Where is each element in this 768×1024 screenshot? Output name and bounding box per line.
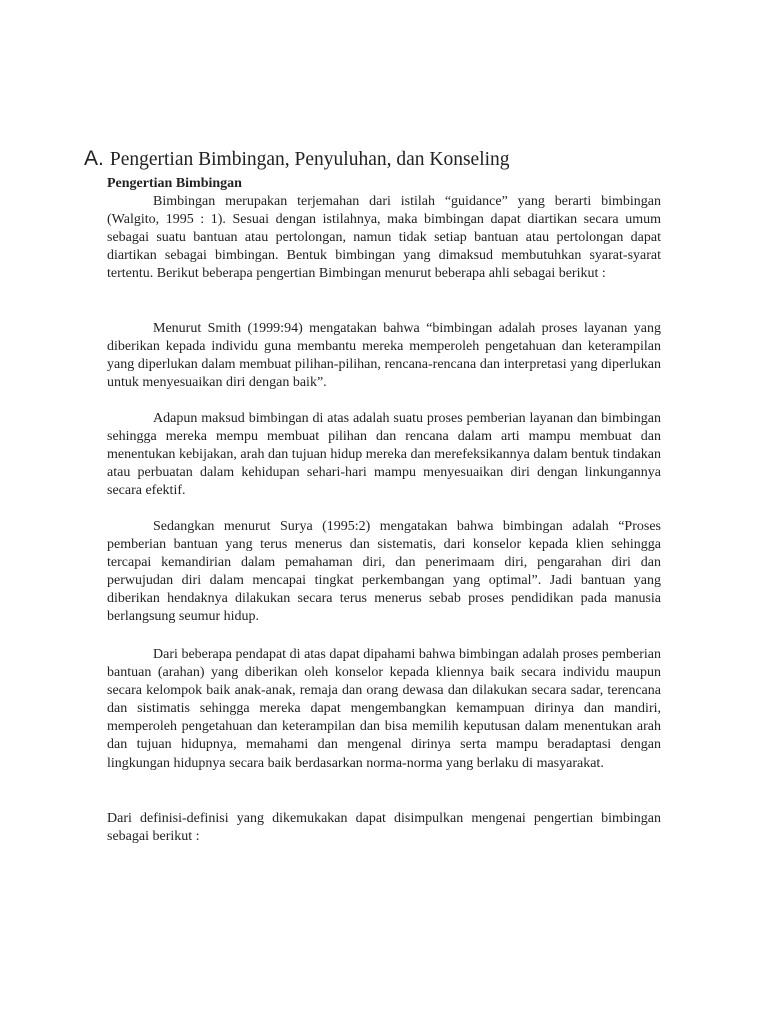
heading-marker: A. xyxy=(84,147,104,170)
paragraph-1: Bimbingan merupakan terjemahan dari istilah “guidance” yang berarti bimbingan (Walgito, 1995 : 1). Sesuai dengan istilahnya, maka bimbingan dapat diartikan secara umum sebagai suatu bantuan atau pertolongan, namun tidak setiap bantuan atau pertolongan dapat diartikan sebagai bimbingan. Bentuk bimbingan yang dimaksud membutuhkan syarat-syarat tertentu. Berikut beberapa pengertian Bimbingan menurut beberapa ahli sebagai berikut : xyxy=(107,194,661,282)
paragraph-3: Adapun maksud bimbingan di atas adalah suatu proses pemberian layanan dan bimbingan sehingga mereka mempu membuat pilihan dan rencana dalam arti mampu membuat dan menentukan kebijakan, arah dan tujuan hidup mereka dan merefeksikannya dalam bentuk tindakan atau perbuatan dalam kehidupan sehari-hari mampu menyesuaikan diri dengan linkungannya secara efektif. xyxy=(107,411,661,499)
paragraph-5: Dari beberapa pendapat di atas dapat dipahami bahwa bimbingan adalah proses pemberian bantuan (arahan) yang diberikan oleh konselor kepada kliennya baik secara individu maupun secara kelompok baik anak-anak, remaja dan orang dewasa dan dilakukan secara sadar, terencana dan sistimatis sehingga mereka dapat mengembangkan kemampuan dirinya dan mandiri, memperoleh pengetahuan dan keterampilan dan bisa memilih keputusan dalam menentukan arah dan tujuan hidupnya, memahami dan mengenal dirinya serta mampu beradaptasi dengan lingkungan hidupnya secara baik berdasarkan norma-norma yang berlaku di masyarakat. xyxy=(107,647,661,771)
heading-title: Pengertian Bimbingan, Penyuluhan, dan Konseling xyxy=(109,149,510,170)
paragraph-6: Dari definisi-definisi yang dikemukakan dapat disimpulkan mengenai pengertian bimbingan sebagai berikut : xyxy=(107,811,661,845)
section-heading xyxy=(84,146,704,173)
paragraph-2: Menurut Smith (1999:94) mengatakan bahwa “bimbingan adalah proses layanan yang diberikan kepada individu guna membantu mereka memperoleh pengetahuan dan keterampilan yang diperlukan dalam membuat pilihan-pilihan, rencana-rencana dan interpretasi yang diperlukan untuk menyesuaikan diri dengan baik”. xyxy=(107,321,661,391)
paragraph-4: Sedangkan menurut Surya (1995:2) mengatakan bahwa bimbingan adalah “Proses pemberian bantuan yang terus menerus dan sistematis, dari konselor kepada klien sehingga tercapai kemandirian dalam pemahaman diri, dan penerimaam diri, pengarahan diri dan perwujudan diri dalam mencapai tingkat perkembangan yang optimal”. Jadi bantuan yang diberikan hendaknya dilakukan secara terus menerus sebab proses pendidikan pada manusia berlangsung seumur hidup. xyxy=(107,519,661,625)
subheading: Pengertian Bimbingan xyxy=(107,176,242,191)
